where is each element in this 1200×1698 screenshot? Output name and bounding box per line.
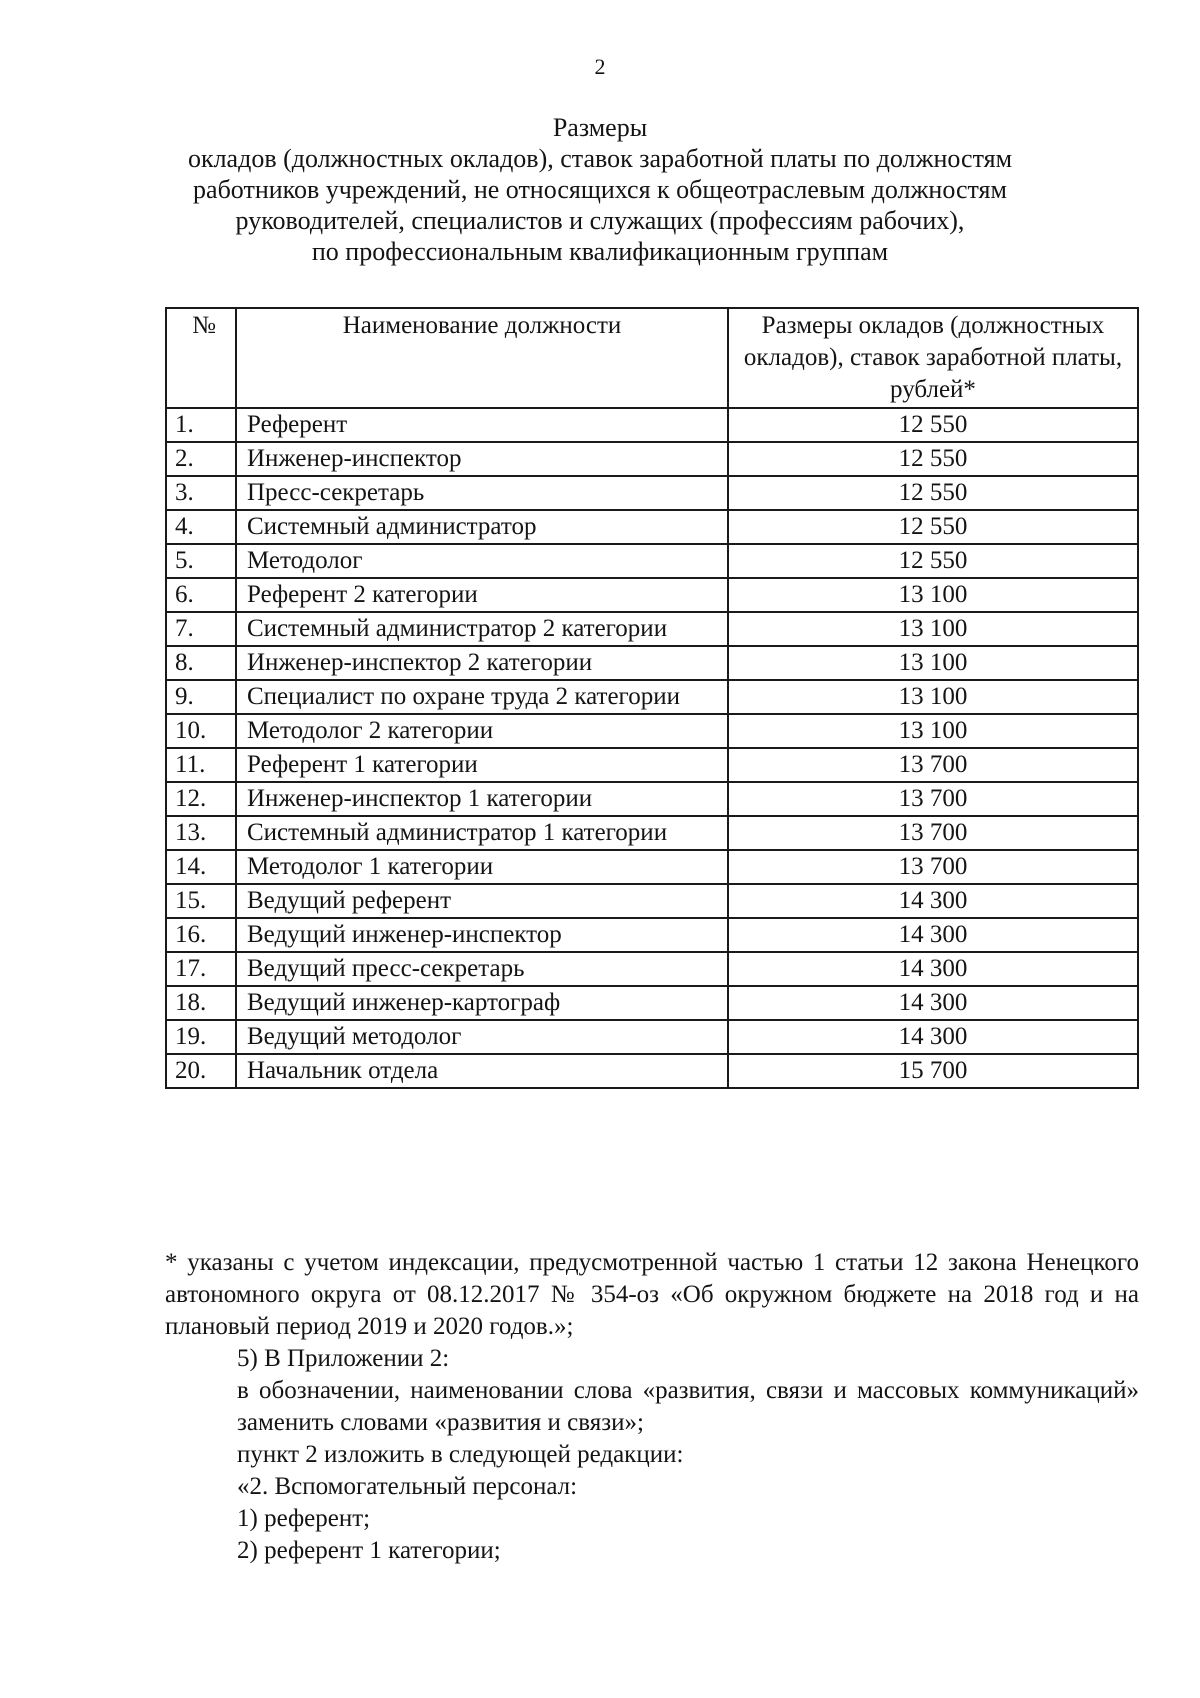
salary-value: 12 550 bbox=[728, 442, 1138, 476]
salary-value: 13 100 bbox=[728, 612, 1138, 646]
page-number: 2 bbox=[594, 54, 606, 79]
row-number: 9. bbox=[166, 680, 236, 714]
position-name: Инженер-инспектор bbox=[236, 442, 728, 476]
salary-value: 13 100 bbox=[728, 680, 1138, 714]
title-line: Размеры bbox=[552, 113, 648, 142]
position-name: Пресс-секретарь bbox=[236, 476, 728, 510]
row-number: 13. bbox=[166, 816, 236, 850]
row-number: 15. bbox=[166, 884, 236, 918]
table-row bbox=[166, 714, 1138, 748]
table-row bbox=[166, 850, 1138, 884]
table-row bbox=[166, 612, 1138, 646]
table-row bbox=[166, 680, 1138, 714]
row-number: 2. bbox=[166, 442, 236, 476]
salary-table bbox=[165, 307, 1139, 1089]
row-number: 19. bbox=[166, 1020, 236, 1054]
salary-value: 13 100 bbox=[728, 578, 1138, 612]
position-name: Специалист по охране труда 2 категории bbox=[236, 680, 728, 714]
position-name: Системный администратор 2 категории bbox=[236, 612, 728, 646]
paragraph-annex: 5) В Приложении 2: bbox=[237, 1345, 450, 1372]
row-number: 17. bbox=[166, 952, 236, 986]
table-row bbox=[166, 1054, 1138, 1088]
paragraph-staff-heading: «2. Вспомогательный персонал: bbox=[237, 1473, 578, 1500]
row-number: 14. bbox=[166, 850, 236, 884]
row-number: 12. bbox=[166, 782, 236, 816]
document-title bbox=[0, 112, 1200, 267]
position-name: Методолог 1 категории bbox=[236, 850, 728, 884]
header-position-name: Наименование должности bbox=[236, 308, 728, 408]
row-number: 10. bbox=[166, 714, 236, 748]
salary-value: 13 700 bbox=[728, 816, 1138, 850]
table-row bbox=[166, 578, 1138, 612]
row-number: 16. bbox=[166, 918, 236, 952]
paragraph-rename: в обозначении, наименовании слова «развития, связи и массовых коммуникаций» заменить словами «развития и связи»; bbox=[237, 1377, 1139, 1436]
table-row bbox=[166, 646, 1138, 680]
table-row bbox=[166, 442, 1138, 476]
header-salary: Размеры окладов (должностных окладов), ставок заработной платы, рублей* bbox=[728, 308, 1138, 408]
row-number: 7. bbox=[166, 612, 236, 646]
position-name: Ведущий методолог bbox=[236, 1020, 728, 1054]
table-row bbox=[166, 1020, 1138, 1054]
salary-value: 14 300 bbox=[728, 884, 1138, 918]
table-header-row bbox=[166, 308, 1138, 408]
position-name: Ведущий пресс-секретарь bbox=[236, 952, 728, 986]
salary-value: 14 300 bbox=[728, 952, 1138, 986]
table-row bbox=[166, 884, 1138, 918]
position-name: Ведущий инженер-инспектор bbox=[236, 918, 728, 952]
row-number: 3. bbox=[166, 476, 236, 510]
table-row bbox=[166, 918, 1138, 952]
list-item: 1) референт; bbox=[237, 1505, 371, 1532]
header-number: № bbox=[166, 308, 236, 408]
salary-value: 13 100 bbox=[728, 714, 1138, 748]
table-row bbox=[166, 748, 1138, 782]
row-number: 6. bbox=[166, 578, 236, 612]
salary-value: 14 300 bbox=[728, 918, 1138, 952]
row-number: 1. bbox=[166, 408, 236, 442]
salary-value: 12 550 bbox=[728, 476, 1138, 510]
salary-value: 12 550 bbox=[728, 510, 1138, 544]
position-name: Инженер-инспектор 2 категории bbox=[236, 646, 728, 680]
title-line: работников учреждений, не относящихся к общеотраслевым должностям bbox=[193, 175, 1007, 204]
title-line: по профессиональным квалификационным группам bbox=[311, 237, 889, 266]
salary-value: 13 700 bbox=[728, 850, 1138, 884]
table-row bbox=[166, 510, 1138, 544]
position-name: Начальник отдела bbox=[236, 1054, 728, 1088]
position-name: Инженер-инспектор 1 категории bbox=[236, 782, 728, 816]
table-row bbox=[166, 408, 1138, 442]
row-number: 11. bbox=[166, 748, 236, 782]
table-row bbox=[166, 544, 1138, 578]
salary-value: 12 550 bbox=[728, 544, 1138, 578]
row-number: 20. bbox=[166, 1054, 236, 1088]
position-name: Ведущий референт bbox=[236, 884, 728, 918]
table-body bbox=[166, 408, 1138, 1088]
footnote: * указаны с учетом индексации, предусмотренной частью 1 статьи 12 закона Ненецкого автономного округа от 08.12.2017 № 354-оз «Об окружном бюджете на 2018 год и на плановый период 2019 и 2020 годов.»; bbox=[165, 1249, 1139, 1340]
salary-value: 13 700 bbox=[728, 782, 1138, 816]
paragraph-clause: пункт 2 изложить в следующей редакции: bbox=[237, 1441, 684, 1468]
row-number: 18. bbox=[166, 986, 236, 1020]
row-number: 8. bbox=[166, 646, 236, 680]
position-name: Референт 1 категории bbox=[236, 748, 728, 782]
title-line: окладов (должностных окладов), ставок заработной платы по должностям bbox=[187, 144, 1013, 173]
position-name: Системный администратор 1 категории bbox=[236, 816, 728, 850]
title-line: руководителей, специалистов и служащих (профессиям рабочих), bbox=[235, 206, 965, 235]
position-name: Ведущий инженер-картограф bbox=[236, 986, 728, 1020]
position-name: Системный администратор bbox=[236, 510, 728, 544]
row-number: 5. bbox=[166, 544, 236, 578]
position-name: Референт bbox=[236, 408, 728, 442]
position-name: Методолог bbox=[236, 544, 728, 578]
table-row bbox=[166, 782, 1138, 816]
salary-value: 13 700 bbox=[728, 748, 1138, 782]
table-row bbox=[166, 476, 1138, 510]
salary-value: 12 550 bbox=[728, 408, 1138, 442]
table-row bbox=[166, 986, 1138, 1020]
position-name: Референт 2 категории bbox=[236, 578, 728, 612]
salary-value: 15 700 bbox=[728, 1054, 1138, 1088]
list-item: 2) референт 1 категории; bbox=[237, 1537, 501, 1564]
row-number: 4. bbox=[166, 510, 236, 544]
position-name: Методолог 2 категории bbox=[236, 714, 728, 748]
table-row bbox=[166, 952, 1138, 986]
salary-value: 13 100 bbox=[728, 646, 1138, 680]
salary-value: 14 300 bbox=[728, 986, 1138, 1020]
table-row bbox=[166, 816, 1138, 850]
salary-value: 14 300 bbox=[728, 1020, 1138, 1054]
